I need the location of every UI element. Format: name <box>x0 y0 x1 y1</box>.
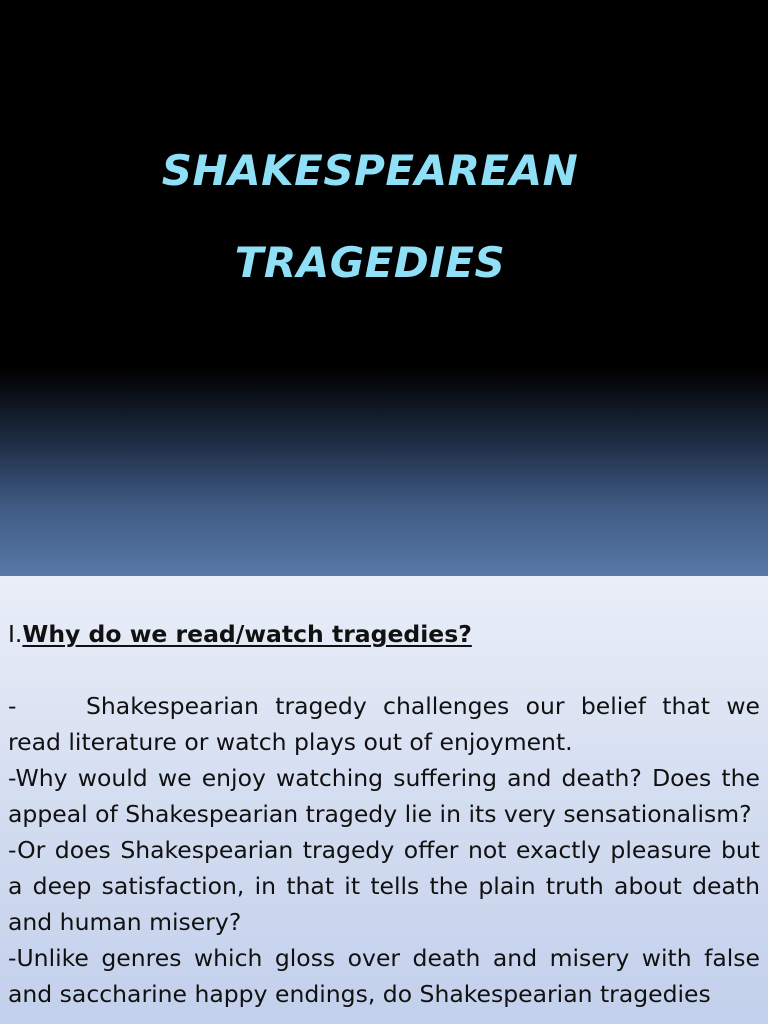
paragraph-1-text: Shakespearian tragedy challenges our belief that we read literature or watch plays out of enjoyment. <box>8 692 760 756</box>
paragraph-dash: - <box>8 692 17 720</box>
paragraph-1 <box>8 688 760 760</box>
content-text <box>8 616 760 1012</box>
paragraph-3: -Or does Shakespearian tragedy offer not exactly pleasure but a deep satisfaction, in that it tells the plain truth about death and human misery? <box>8 836 760 936</box>
section-number: I. <box>8 620 23 648</box>
content-slide <box>0 576 768 1024</box>
title-line-2: TRAGEDIES <box>234 238 506 287</box>
section-question: Why do we read/watch tragedies? <box>22 620 472 648</box>
section-heading <box>8 616 760 652</box>
paragraph-4: -Unlike genres which gloss over death and misery with false and saccharine happy endings, do Shakespearian tragedies <box>8 944 760 1008</box>
title-line-1: SHAKESPEAREAN <box>161 146 579 195</box>
paragraph-2: -Why would we enjoy watching suffering and death? Does the appeal of Shakespearian tragedy lie in its very sensationalism? <box>8 764 760 828</box>
